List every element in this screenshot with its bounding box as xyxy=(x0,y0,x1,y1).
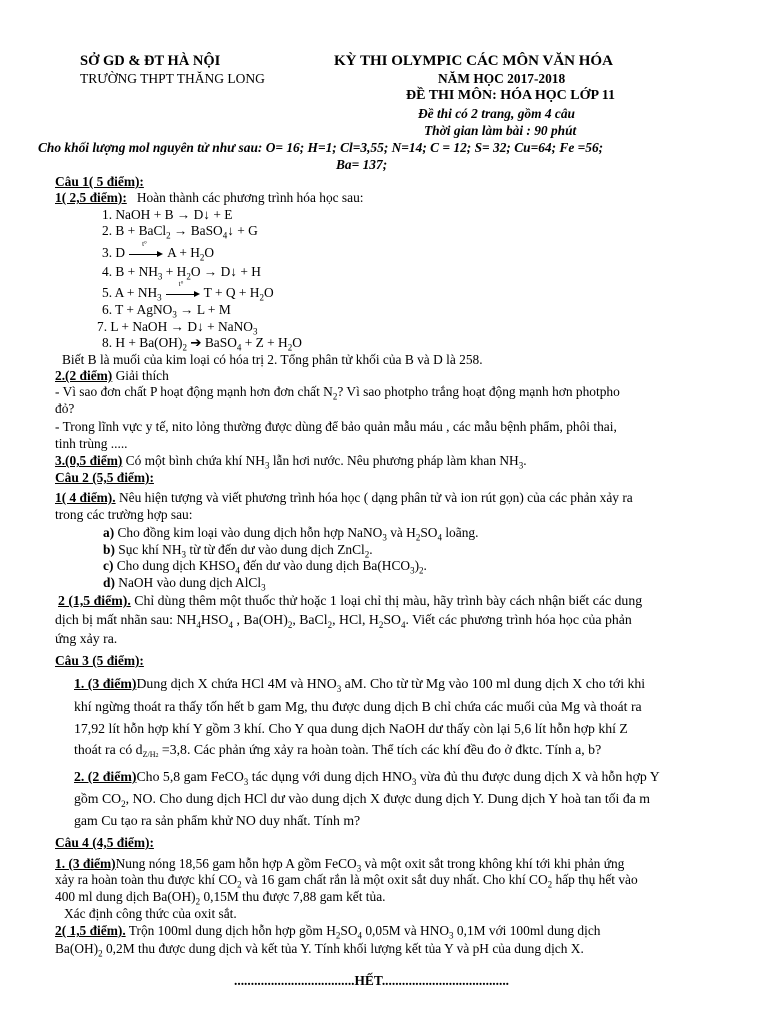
subscript: 3 xyxy=(252,326,258,337)
text-fragment: + H xyxy=(162,264,187,279)
subscript: 3 xyxy=(157,292,162,303)
text-fragment: và một oxit sắt trong không khí tới khi phản ứng xyxy=(361,856,625,871)
text-fragment: O → D↓ + H xyxy=(190,264,261,279)
text-fragment: 3. D xyxy=(102,245,126,260)
subscript: 3 xyxy=(264,460,270,471)
q1-part3-line xyxy=(55,452,527,469)
text-fragment: → L + M xyxy=(176,302,231,317)
reaction-6 xyxy=(102,301,231,318)
text-fragment: d) xyxy=(103,575,115,590)
q4-part1-line-1 xyxy=(55,855,624,872)
text-fragment: Dung dịch X chứa HCl 4M và HNO xyxy=(136,676,337,691)
text-fragment: 0,1M với 100ml dung dịch xyxy=(453,923,601,938)
q1-part2-label: 2.(2 điểm) xyxy=(55,368,113,383)
q3-part1-line-1 xyxy=(74,675,645,692)
subscript: 4 xyxy=(236,342,242,353)
question-4-title: Câu 4 (4,5 điểm): xyxy=(55,835,154,850)
subscript: 3 xyxy=(243,776,249,787)
text-fragment: gồm CO xyxy=(74,791,122,806)
text-fragment: 8. H + Ba(OH) xyxy=(102,335,183,350)
text-fragment: Cho đồng kim loại vào dung dịch hỗn hợp NaNO xyxy=(114,525,383,540)
text-fragment: . Viết các phương trình hóa học của phản xyxy=(405,612,632,627)
q1-part2-text-3: - Trong lĩnh vực y tế, nito lỏng thường được dùng để bảo quản mẫu máu , các mẫu bệnh phẩm, phôi thai, xyxy=(55,419,617,434)
heat-arrow-icon xyxy=(129,239,163,260)
subscript: 2 xyxy=(166,230,171,241)
text-fragment: , HCl, H xyxy=(332,612,379,627)
exam-subject: ĐỀ THI MÔN: HÓA HỌC LỚP 11 xyxy=(406,88,615,103)
reaction-4 xyxy=(102,263,261,280)
subscript: 3 xyxy=(356,863,362,874)
q1-part2-text-2: đỏ? xyxy=(55,401,75,416)
text-fragment: Trộn 100ml dung dịch hỗn hợp gồm H xyxy=(125,923,336,938)
q3-part2-label: 2. (2 điểm) xyxy=(74,769,137,784)
text-fragment: T + Q + H xyxy=(203,285,260,300)
text-fragment: a) xyxy=(103,525,115,540)
text-fragment: ➔ BaSO xyxy=(186,335,237,350)
text-fragment: SO xyxy=(383,612,401,627)
text-fragment: Nung nóng 18,56 gam hỗn hợp A gồm FeCO xyxy=(115,856,357,871)
text-fragment: từ từ đến dư vào dung dịch ZnCl xyxy=(186,542,365,557)
reaction-7 xyxy=(97,318,257,335)
q3-part1-label: 1. (3 điểm) xyxy=(74,676,137,691)
subscript: 2 xyxy=(378,619,384,630)
text-fragment: Ba(OH) xyxy=(55,941,99,956)
q3-part2-line-3: gam Cu tạo ra sản phẩm khử NO duy nhất. Tính m? xyxy=(74,813,361,828)
subscript: 3 xyxy=(411,776,417,787)
text-fragment: xảy ra hoàn toàn thu được khí CO xyxy=(55,872,238,887)
end-word: HẾT xyxy=(354,973,382,988)
text-fragment: 4. B + NH xyxy=(102,264,158,279)
subscript: 3 xyxy=(261,582,266,593)
reaction-2 xyxy=(102,222,258,239)
text-fragment: + Z + H xyxy=(241,335,288,350)
subscript: 4 xyxy=(235,565,240,576)
subscript: 2 xyxy=(335,930,341,941)
text-fragment: O xyxy=(204,245,215,260)
text-fragment: ? Vì sao photpho trắng hoạt động mạnh hơn photpho xyxy=(337,384,620,399)
subscript: 2 xyxy=(98,948,103,959)
text-fragment: b) xyxy=(103,542,115,557)
subscript: 4 xyxy=(400,619,406,630)
q1-part1-line xyxy=(55,189,364,206)
text-fragment: và 16 gam chất rắn là một oxit sắt duy nhất. Cho khí CO xyxy=(241,872,548,887)
q2-item-d xyxy=(103,574,266,591)
question-3-title: Câu 3 (5 điểm): xyxy=(55,653,144,668)
text-fragment: hấp thụ hết vào xyxy=(552,872,638,887)
question-2-title: Câu 2 (5,5 điểm): xyxy=(55,470,154,485)
q2-part1-line-2: trong các trường hợp sau: xyxy=(55,507,193,522)
subscript: 4 xyxy=(196,619,201,630)
text-fragment: 400 ml dung dịch Ba(OH) xyxy=(55,889,196,904)
q2-item-a xyxy=(103,524,478,541)
subscript: 3 xyxy=(181,549,187,560)
text-fragment: , BaCl xyxy=(292,612,328,627)
q1-part2-text-1 xyxy=(55,383,620,400)
subscript: 3 xyxy=(172,309,177,320)
text-fragment: Chỉ dùng thêm một thuốc thử hoặc 1 loại chỉ thị màu, hãy trình bày cách nhận biết các dung xyxy=(130,593,643,608)
subscript: 2 xyxy=(195,896,201,907)
text-fragment: Z/H xyxy=(142,750,156,759)
text-fragment: lẫn hơi nước. Nêu phương pháp làm khan NH xyxy=(269,453,519,468)
q1-part2-line xyxy=(55,367,169,384)
q3-part2-line-2 xyxy=(74,790,650,807)
subscript: 3 xyxy=(410,565,415,576)
exam-title: KỲ THI OLYMPIC CÁC MÔN VĂN HÓA xyxy=(334,53,613,69)
q4-part2-line-2 xyxy=(55,940,584,957)
subscript: 2 xyxy=(199,252,205,263)
subscript: 2 xyxy=(332,391,338,402)
text-fragment: Có một bình chứa khí NH xyxy=(122,453,265,468)
reaction-3 xyxy=(102,239,215,263)
exam-pages-info: Đề thi có 2 trang, gồm 4 câu xyxy=(418,106,575,121)
q2-part2-line-3: ứng xảy ra. xyxy=(55,631,118,646)
text-fragment: 0,05M và HNO xyxy=(362,923,450,938)
arrow-part xyxy=(194,291,200,297)
subscript: 2 xyxy=(182,342,187,353)
arrow-condition-label: t° xyxy=(142,239,147,248)
subscript: 2 xyxy=(419,565,424,576)
subscript: 2 xyxy=(186,271,191,282)
text-fragment: SO xyxy=(340,923,358,938)
arrow-part xyxy=(157,251,163,257)
text-fragment: aM. Cho từ từ Mg vào 100 ml dung dịch X cho tới khi xyxy=(341,676,646,691)
subscript: 3 xyxy=(157,271,163,282)
text-fragment: 0,15M thu được 7,88 gam kết tủa. xyxy=(200,889,386,904)
atomic-masses-line-1: Cho khối lượng mol nguyên tử như sau: O= 16; H=1; Cl=3,55; N=14; C = 12; S= 32; Cu=64; Fe =56; xyxy=(38,140,604,155)
text-fragment: thoát ra có d xyxy=(74,742,143,757)
q4-part1-line-2 xyxy=(55,871,638,888)
q2-part2-line-1 xyxy=(58,592,642,609)
q3-part1-line-3: 17,92 lít hỗn hợp khí Y gồm 3 khí. Cho Y qua dung dịch NaOH dư thấy còn lại 5,6 lít hỗn hợp khí Z xyxy=(74,721,628,736)
q1-part2-text-4: tinh trùng ..... xyxy=(55,436,128,451)
subscript: 2 xyxy=(547,879,553,890)
text-fragment: ↓ + G xyxy=(227,223,258,238)
text-fragment: Giải thích xyxy=(112,368,169,383)
text-fragment: vừa đủ thu được dung dịch X và hỗn hợp Y xyxy=(416,769,660,784)
subscript: 3 xyxy=(336,683,342,694)
text-fragment: dịch bị mất nhãn sau: NH xyxy=(55,612,197,627)
text-fragment: 5. A + NH xyxy=(102,285,158,300)
text-fragment: tác dụng với dung dịch HNO xyxy=(248,769,412,784)
text-fragment: → BaSO xyxy=(170,223,223,238)
atomic-masses-line-2: Ba= 137; xyxy=(336,157,388,172)
text-fragment: ...................................... xyxy=(381,973,510,988)
text-fragment: Cho dung dịch KHSO xyxy=(113,558,236,573)
q2-part1-label: 1( 4 điểm). xyxy=(55,490,116,505)
text-fragment: , Ba(OH) xyxy=(233,612,288,627)
text-fragment: 2 xyxy=(155,753,159,759)
text-fragment: loãng. xyxy=(441,525,479,540)
subscript: 2 xyxy=(259,292,264,303)
q3-part2-line-1 xyxy=(74,768,660,785)
text-fragment: .................................... xyxy=(234,973,355,988)
q3-part1-line-4 xyxy=(74,741,601,765)
heat-arrow-icon xyxy=(166,279,200,300)
reaction-5 xyxy=(102,279,274,303)
text-fragment: ) xyxy=(414,558,420,573)
text-fragment: =3,8. Các phản ứng xảy ra hoàn toàn. Thể tích các khí đều đo ở đktc. Tính a, b? xyxy=(158,742,602,757)
subscript: 3 xyxy=(449,930,454,941)
text-fragment: , NO. Cho dung dịch HCl dư vào dung dịch X được dung dịch Y. Dung dịch Y hoà tan tối đa m xyxy=(125,791,651,806)
text-fragment: và H xyxy=(386,525,416,540)
text-fragment: O xyxy=(292,335,302,350)
text-fragment: Cho 5,8 gam FeCO xyxy=(136,769,244,784)
text-fragment: . xyxy=(523,453,527,468)
question-1-title: Câu 1( 5 điểm): xyxy=(55,174,144,189)
subscript: 3 xyxy=(382,532,387,543)
q4-part2-line-1 xyxy=(55,922,600,939)
department-name: SỞ GD & ĐT HÀ NỘI xyxy=(80,53,221,69)
q4-part1-line-4: Xác định công thức của oxit sắt. xyxy=(64,906,237,921)
text-fragment: A + H xyxy=(167,245,200,260)
text-fragment: Sục khí NH xyxy=(114,542,182,557)
arrow-part xyxy=(166,294,195,295)
subscript: 4 xyxy=(222,230,228,241)
q1-part3-label: 3.(0,5 điểm) xyxy=(55,453,123,468)
q4-part1-label: 1. (3 điểm) xyxy=(55,856,116,871)
q4-part1-line-3 xyxy=(55,888,386,905)
text-fragment: NaOH vào dung dịch AlCl xyxy=(114,575,262,590)
q2-part2-line-2 xyxy=(55,611,632,628)
q1-part1-text: Hoàn thành các phương trình hóa học sau: xyxy=(136,190,364,205)
text-fragment: HSO xyxy=(200,612,229,627)
text-fragment: 6. T + AgNO xyxy=(102,302,173,317)
arrow-part xyxy=(129,254,158,255)
q2-part1-line-1 xyxy=(55,489,633,506)
q2-part2-label: 2 (1,5 điểm). xyxy=(58,593,131,608)
text-fragment: . xyxy=(369,542,373,557)
subscript: 2 xyxy=(327,619,333,630)
end-marker xyxy=(234,972,509,989)
q1-note: Biết B là muối của kim loại có hóa trị 2. Tổng phân tử khối của B và D là 258. xyxy=(62,352,483,367)
text-fragment: - Vì sao đơn chất P hoạt động mạnh hơn đơn chất N xyxy=(55,384,333,399)
text-fragment: Nêu hiện tượng và viết phương trình hóa học ( dạng phân tử và ion rút gọn) của các phản xảy ra xyxy=(115,490,633,505)
q2-item-b xyxy=(103,541,373,558)
subscript: 4 xyxy=(437,532,442,543)
text-fragment: 0,2M thu được dung dịch và kết tủa Y. Tính khối lượng kết tủa Y và pH của dung dịch X. xyxy=(102,941,584,956)
school-name: TRƯỜNG THPT THĂNG LONG xyxy=(80,71,265,86)
reaction-8 xyxy=(102,334,302,351)
text-fragment: c) xyxy=(103,558,114,573)
subscript: 2 xyxy=(237,879,242,890)
subscript: 3 xyxy=(518,460,524,471)
text-fragment: O xyxy=(263,285,274,300)
subscript: 2 xyxy=(287,619,293,630)
subscript: 4 xyxy=(228,619,234,630)
school-year: NĂM HỌC 2017-2018 xyxy=(438,71,566,86)
q2-item-c xyxy=(103,557,427,574)
text-fragment: . xyxy=(423,558,427,573)
subscript: 2 xyxy=(287,342,293,353)
q3-part1-line-2: khí ngừng thoát ra thấy tốn hết b gam Mg, thu được dung dịch B chỉ chứa các muối của Mg và thoát ra xyxy=(74,699,642,714)
subscript: 4 xyxy=(357,930,362,941)
text-fragment: SO xyxy=(420,525,438,540)
text-fragment: 2. B + BaCl xyxy=(102,223,167,238)
subscript: 2 xyxy=(415,532,421,543)
subscript: 2 xyxy=(121,798,126,809)
text-fragment: 7. L + NaOH → D↓ + NaNO xyxy=(97,319,253,334)
arrow-condition-label: t° xyxy=(178,279,184,288)
text-fragment: đến dư vào dung dịch Ba(HCO xyxy=(239,558,411,573)
exam-time: Thời gian làm bài : 90 phút xyxy=(424,123,577,138)
subscript: 2 xyxy=(364,549,370,560)
reaction-1: 1. NaOH + B → D↓ + E xyxy=(102,207,233,222)
q1-part1-label: 1( 2,5 điểm): xyxy=(55,190,127,205)
q4-part2-label: 2( 1,5 điểm). xyxy=(55,923,126,938)
